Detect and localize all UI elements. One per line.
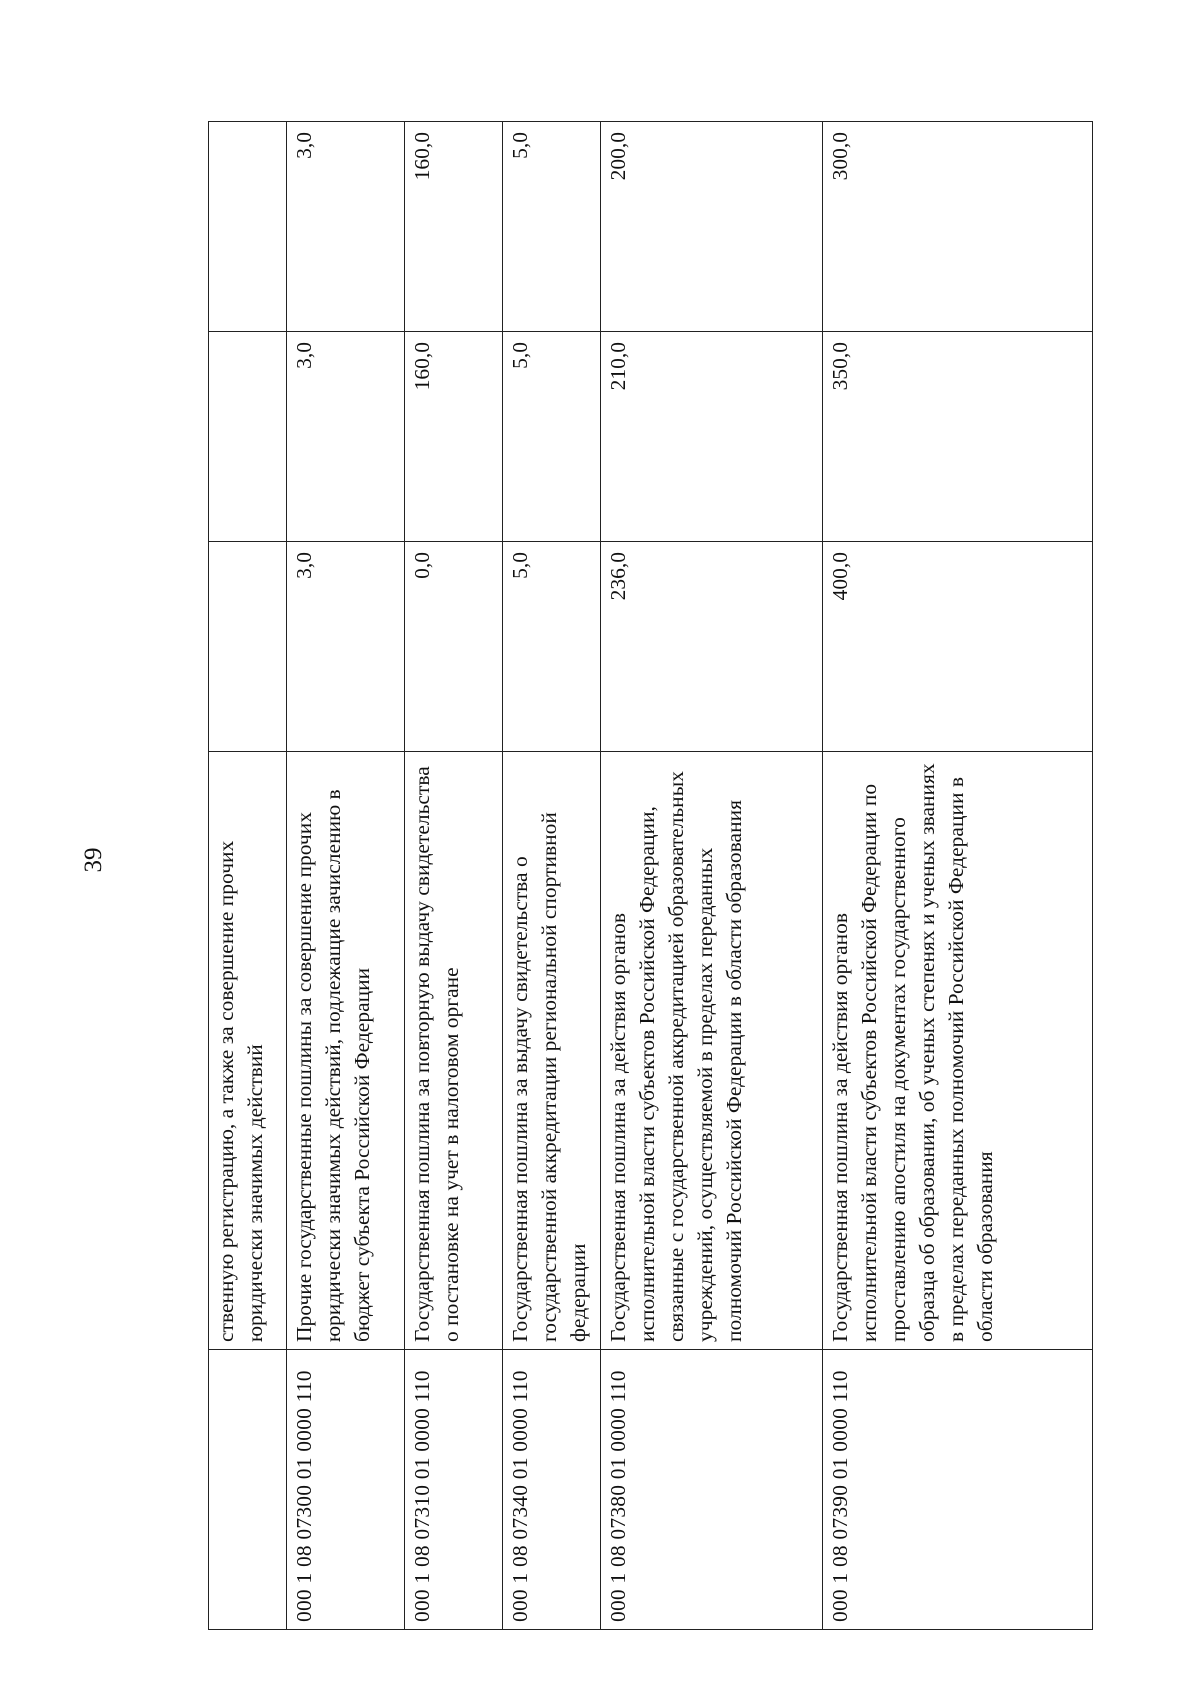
budget-code-cell: 000 1 08 07300 01 0000 110 — [287, 1350, 405, 1630]
budget-code-cell: 000 1 08 07340 01 0000 110 — [503, 1350, 601, 1630]
value-cell-3: 160,0 — [405, 122, 503, 332]
page-number: 39 — [80, 847, 107, 873]
table-row — [209, 122, 287, 1630]
table-row — [601, 122, 823, 1630]
value-cell-3: 5,0 — [503, 122, 601, 332]
value-cell-1: 3,0 — [287, 542, 405, 752]
budget-code-cell: 000 1 08 07380 01 0000 110 — [601, 1350, 823, 1630]
table-rotation-frame — [208, 122, 1092, 1630]
table-row — [287, 122, 405, 1630]
description-cell: Прочие государственные пошлины за совершение прочих юридически значимых действий, подлежащие зачислению в бюджет субъекта Российской Федерации — [287, 752, 405, 1350]
value-cell-3: 300,0 — [823, 122, 1093, 332]
value-cell-2: 210,0 — [601, 332, 823, 542]
table-container — [208, 122, 1092, 1630]
budget-code-cell — [209, 1350, 287, 1630]
value-cell-2: 160,0 — [405, 332, 503, 542]
value-cell-2: 3,0 — [287, 332, 405, 542]
value-cell-2 — [209, 332, 287, 542]
value-cell-3: 200,0 — [601, 122, 823, 332]
budget-code-cell: 000 1 08 07390 01 0000 110 — [823, 1350, 1093, 1630]
table-row — [405, 122, 503, 1630]
description-cell: ственную регистрацию, а также за совершение прочих юридически значимых действий — [209, 752, 287, 1350]
value-cell-1: 400,0 — [823, 542, 1093, 752]
table-row — [823, 122, 1093, 1630]
revenue-table — [208, 121, 1093, 1630]
description-cell: Государственная пошлина за действия органов исполнительной власти субъектов Российской Федерации по проставлению апостиля на документах государственного образца об образовании, об ученых степенях и ученых званиях в пределах переданных полномочий Российской Федерации в области образования — [823, 752, 1093, 1350]
value-cell-3: 3,0 — [287, 122, 405, 332]
description-cell: Государственная пошлина за выдачу свидетельства о государственной аккредитации региональной спортивной федерации — [503, 752, 601, 1350]
description-cell: Государственная пошлина за действия органов исполнительной власти субъектов Российской Федерации, связанные с государственной аккредитацией образовательных учреждений, осуществляемой в пределах переданных полномочий Российской Федерации в области образования — [601, 752, 823, 1350]
value-cell-2: 5,0 — [503, 332, 601, 542]
value-cell-3 — [209, 122, 287, 332]
value-cell-2: 350,0 — [823, 332, 1093, 542]
description-cell: Государственная пошлина за повторную выдачу свидетельства о постановке на учет в налоговом органе — [405, 752, 503, 1350]
table-row — [503, 122, 601, 1630]
value-cell-1: 0,0 — [405, 542, 503, 752]
budget-code-cell: 000 1 08 07310 01 0000 110 — [405, 1350, 503, 1630]
value-cell-1: 236,0 — [601, 542, 823, 752]
value-cell-1 — [209, 542, 287, 752]
value-cell-1: 5,0 — [503, 542, 601, 752]
